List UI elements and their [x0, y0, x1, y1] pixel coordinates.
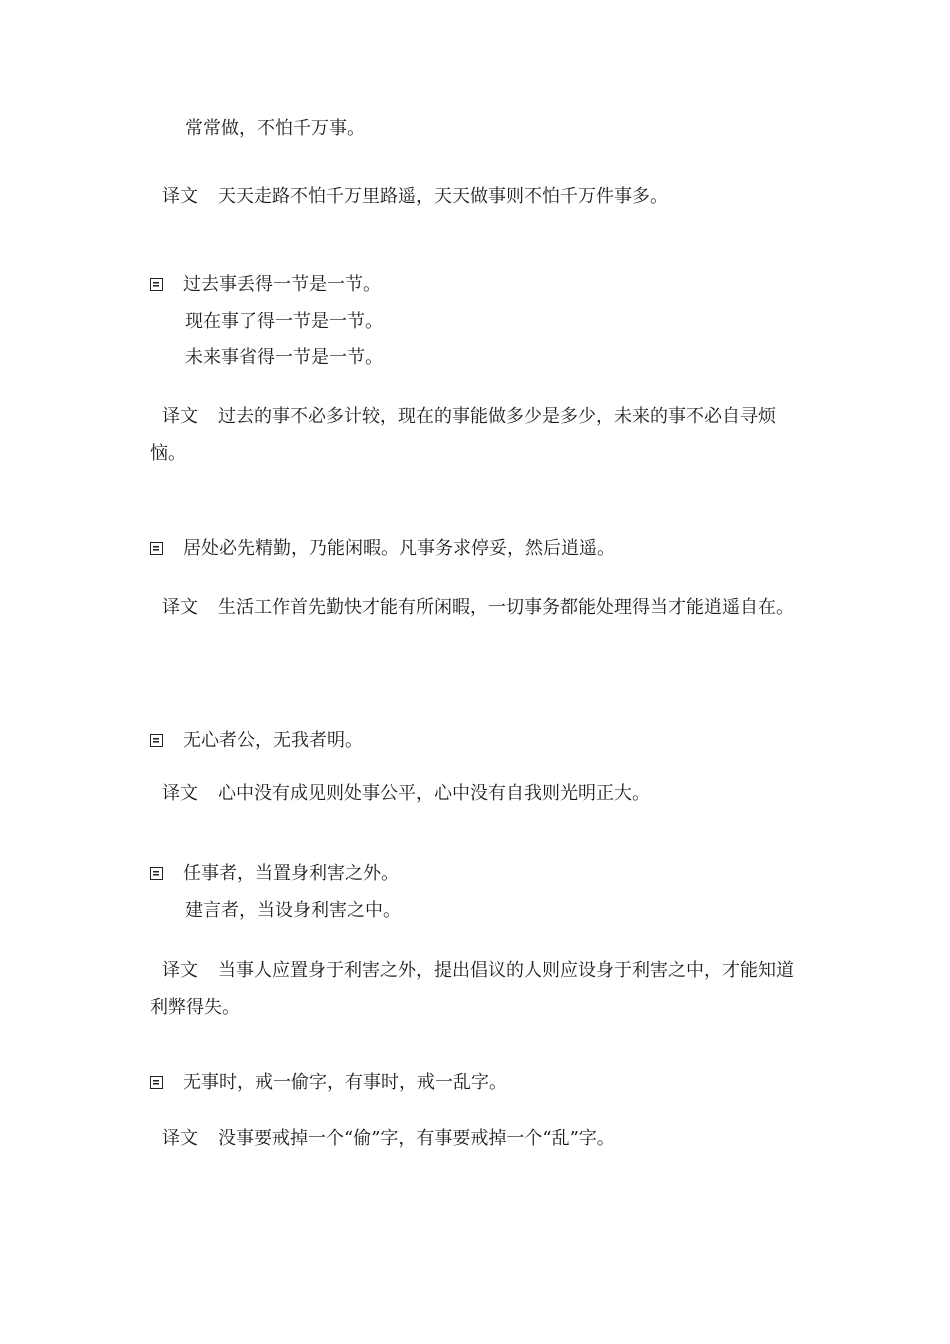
translation-text: 过去的事不必多计较，现在的事能做多少是多少，未来的事不必自寻烦恼。 — [150, 406, 776, 464]
translation — [150, 589, 800, 626]
translation-label: 译文 — [162, 960, 198, 981]
translation-label: 译文 — [162, 783, 198, 804]
translation-text: 天天走路不怕千万里路遥，天天做事则不怕千万件事多。 — [218, 186, 668, 207]
quote-line: 常常做，不怕千万事。 — [185, 118, 365, 139]
bullet-icon — [150, 278, 163, 291]
bullet-icon — [150, 542, 163, 555]
translation-label: 译文 — [162, 186, 198, 207]
translation — [150, 779, 800, 809]
translation-label: 译文 — [162, 597, 198, 618]
translation-label: 译文 — [162, 1128, 198, 1149]
translation-text: 当事人应置身于利害之外，提出倡议的人则应设身于利害之中，才能知道利弊得失。 — [150, 960, 794, 1018]
bullet-icon — [150, 867, 163, 880]
translation — [150, 398, 800, 472]
quote-line: 现在事了得一节是一节。 — [185, 311, 383, 332]
quote-text: 无心者公，无我者明。 — [183, 730, 363, 751]
translation-text: 没事要戒掉一个“偷”字，有事要戒掉一个“乱”字。 — [218, 1128, 615, 1149]
quote-text: 任事者，当置身利害之外。 — [183, 863, 399, 884]
quote-line: 建言者，当设身利害之中。 — [185, 900, 401, 921]
translation-text: 心中没有成见则处事公平，心中没有自我则光明正大。 — [218, 783, 650, 804]
translation — [150, 952, 800, 1026]
quote-line — [150, 534, 615, 564]
bullet-icon — [150, 1076, 163, 1089]
quote-line — [150, 726, 363, 756]
quote-line — [150, 1068, 507, 1098]
translation-text: 生活工作首先勤快才能有所闲暇，一切事务都能处理得当才能逍遥自在。 — [218, 597, 794, 618]
quote-text: 无事时，戒一偷字，有事时，戒一乱字。 — [183, 1072, 507, 1093]
translation — [150, 182, 800, 212]
quote-line — [150, 270, 381, 300]
translation-label: 译文 — [162, 406, 198, 427]
translation — [150, 1124, 800, 1154]
bullet-icon — [150, 734, 163, 747]
quote-text: 居处必先精勤，乃能闲暇。凡事务求停妥，然后逍遥。 — [183, 538, 615, 559]
quote-line: 未来事省得一节是一节。 — [185, 347, 383, 368]
quote-line — [150, 859, 399, 889]
quote-text: 过去事丢得一节是一节。 — [183, 274, 381, 295]
